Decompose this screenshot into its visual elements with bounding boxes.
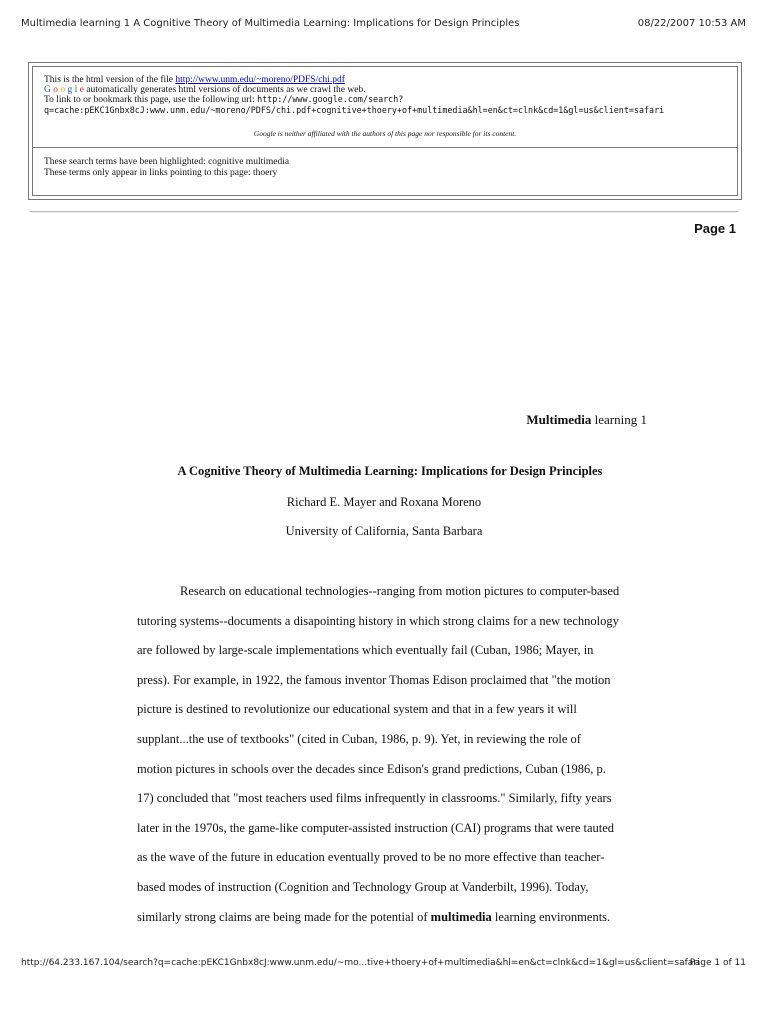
cache-notice-top — [33, 67, 737, 148]
page-label: Page 1 — [694, 221, 736, 236]
highlighted-terms: These search terms have been highlighted: cognitive multimedia — [44, 157, 290, 167]
google-cache-notice — [28, 62, 742, 200]
horizontal-divider — [30, 211, 738, 213]
paper-affiliation: University of California, Santa Barbara — [285, 524, 483, 538]
body-line: press). For example, in 1922, the famous inventor Thomas Edison proclaimed that "the motion — [137, 672, 611, 687]
paper-title: A Cognitive Theory of Multimedia Learning: Implications for Design Principles — [177, 464, 603, 478]
body-line: supplant...the use of textbooks" (cited in Cuban, 1986, p. 9). Yet, in reviewing the role of — [137, 731, 581, 746]
paper-body — [137, 583, 637, 938]
paper-authors: Richard E. Mayer and Roxana Moreno — [286, 495, 482, 509]
cache-line-google: G o o g l e automatically generates html versions of documents as we crawl the web. — [44, 84, 366, 95]
body-line: later in the 1970s, the game-like computer-assisted instruction (CAI) programs that were tauted — [137, 820, 615, 835]
cache-line-bookmark: To link to or bookmark this page, use the following url: http://www.google.com/search? — [44, 94, 404, 106]
body-line: as the wave of the future in education eventually proved to be no more effective than teacher- — [137, 850, 605, 865]
body-line: 17) concluded that "most teachers used films infrequently in classrooms." Similarly, fifty years — [137, 791, 612, 806]
bookmark-url-part2: q=cache:pEKC1Gnbx8cJ:www.unm.edu/~moreno/PDFS/chi.pdf+cognitive+thoery+of+multimedia&hl=en&ct=clnk&cd=1&gl=us&client=safari — [44, 104, 665, 115]
link-only-terms: These terms only appear in links pointing to this page: thoery — [44, 168, 278, 178]
cache-disclaimer: Google is neither affiliated with the authors of this page nor responsible for its content. — [253, 129, 517, 139]
print-footer-page-count: Page 1 of 11 — [689, 958, 746, 968]
cached-file-link[interactable]: http://www.unm.edu/~moreno/PDFS/chi.pdf — [175, 75, 345, 85]
body-line: based modes of instruction (Cognition and Technology Group at Vanderbilt, 1996). Today, — [137, 879, 589, 894]
body-line: Research on educational technologies--ranging from motion pictures to computer-based — [180, 584, 620, 598]
highlighted-term: multimedia — [430, 909, 492, 924]
print-header-title: Multimedia learning 1 A Cognitive Theory of Multimedia Learning: Implications for Design Principles — [21, 18, 520, 29]
print-header-timestamp: 08/22/2007 10:53 AM — [637, 18, 746, 29]
bookmark-url-part1: http://www.google.com/search? — [257, 94, 404, 105]
cache-line-file: This is the html version of the file http://www.unm.edu/~moreno/PDFS/chi.pdf — [44, 75, 345, 85]
body-line: are followed by large-scale implementations which eventually fail (Cuban, 1986; Mayer, in — [137, 643, 594, 658]
print-header — [0, 18, 768, 34]
body-line: picture is destined to revolutionize our educational system and that in a few years it will — [137, 702, 577, 717]
cache-notice-inner — [32, 66, 738, 196]
running-head: Multimedia learning 1 — [526, 412, 647, 427]
body-line: motion pictures in schools over the decades since Edison's grand predictions, Cuban (1986, p. — [137, 761, 606, 776]
google-logo-text: G o o g l e — [44, 84, 84, 95]
cache-notice-bottom — [33, 148, 737, 179]
body-line-last: similarly strong claims are being made for the potential of multimedia learning environments. — [137, 909, 611, 924]
body-line: tutoring systems--documents a disapointing history in which strong claims for a new technology — [137, 613, 619, 628]
print-footer-url: http://64.233.167.104/search?q=cache:pEKC1Gnbx8cJ:www.unm.edu/~mo...tive+thoery+of+multimedia&hl=en&ct=clnk&cd=1&gl=us&client=safari — [21, 958, 700, 968]
